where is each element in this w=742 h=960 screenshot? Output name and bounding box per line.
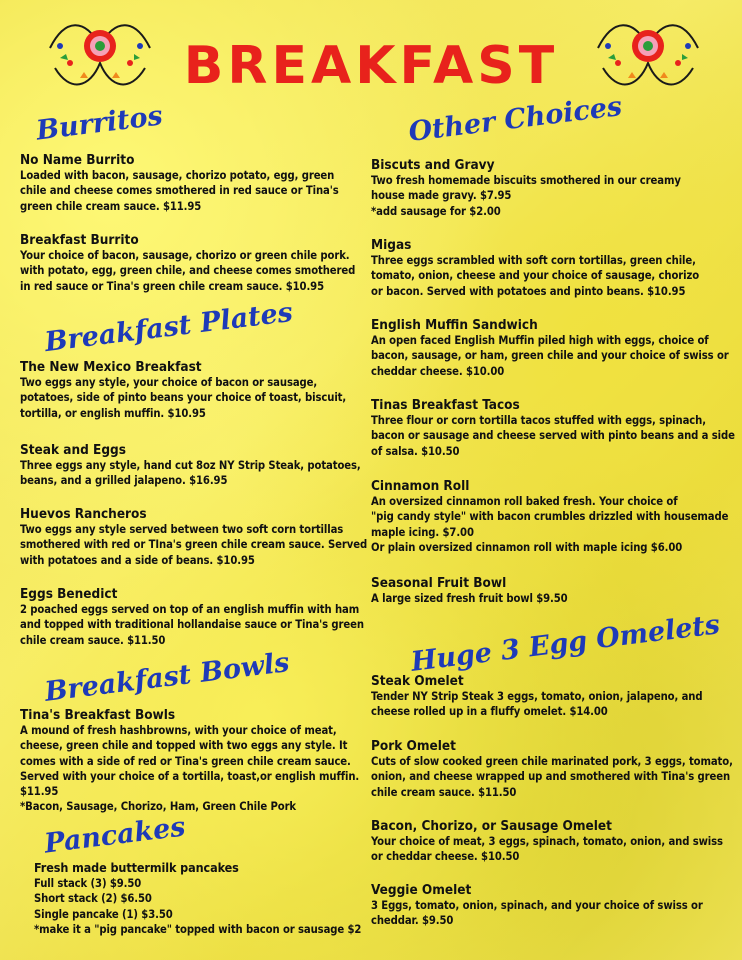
item-name: The New Mexico Breakfast (20, 359, 202, 375)
item-desc-line: chile and cheese comes smothered in red sauce or Tina's (20, 184, 339, 198)
menu-item (371, 157, 681, 219)
item-name: Cinnamon Roll (371, 478, 470, 494)
item-desc-line: Tender NY Strip Steak 3 eggs, tomato, onion, jalapeno, and (371, 690, 703, 703)
item-desc-line: onion, and cheese wrapped up and smothered with Tina's green (371, 770, 731, 784)
menu-item (371, 818, 723, 865)
item-desc-line: cheddar. $9.50 (371, 914, 454, 928)
item-name: Seasonal Fruit Bowl (371, 575, 507, 591)
item-desc-line: Or plain oversized cinnamon roll with maple icing $6.00 (371, 540, 683, 554)
item-name: Steak and Eggs (20, 442, 126, 458)
item-desc-line: beans, and a grilled jalapeno. $16.95 (20, 474, 228, 488)
item-desc-line: Your choice of meat, 3 eggs, spinach, tomato, onion, and swiss (371, 835, 723, 848)
item-desc-line: Three flour or corn tortilla tacos stuffed with eggs, spinach, (371, 414, 706, 427)
item-desc-line: with potatoes and a side of beans. $10.95 (20, 553, 255, 567)
item-desc-line: An open faced English Muffin piled high with eggs, choice of (371, 334, 709, 347)
item-desc-line: and topped with traditional hollandaise sauce or Tina's green (20, 618, 364, 632)
item-desc-line: Loaded with bacon, sausage, chorizo potato, egg, green (20, 169, 335, 182)
menu-item (20, 586, 364, 648)
menu-item (20, 707, 359, 815)
item-desc-line: cheddar cheese. $10.00 (371, 364, 505, 378)
menu-title: BREAKFAST (183, 36, 559, 96)
menu-item (371, 738, 733, 800)
item-desc-line: A mound of fresh hashbrowns, with your choice of meat, (20, 724, 337, 737)
item-desc-line: A large sized fresh fruit bowl $9.50 (371, 592, 568, 605)
item-desc-line: of salsa. $10.50 (371, 444, 460, 458)
item-desc-line: 3 Eggs, tomato, onion, spinach, and your choice of swiss or (371, 899, 703, 912)
item-desc-line: house made gravy. $7.95 (371, 189, 512, 203)
item-name: Fresh made buttermilk pancakes (34, 860, 239, 875)
item-desc-line: Served with your choice of a tortilla, toast,or english muffin. (20, 769, 360, 783)
item-desc-line: An oversized cinnamon roll baked fresh. Your choice of (371, 495, 678, 508)
menu-item (371, 575, 568, 606)
item-desc-line: Two fresh homemade biscuits smothered in our creamy (371, 174, 681, 187)
heading-burritos: Burritos (34, 100, 165, 147)
item-name: Biscuts and Gravy (371, 157, 495, 173)
menu-item (20, 506, 367, 568)
item-desc-line: cheese, green chile and topped with two eggs any style. It (20, 739, 348, 753)
item-desc-line: tortilla, or english muffin. $10.95 (20, 406, 206, 420)
item-desc-line: Three eggs any style, hand cut 8oz NY Strip Steak, potatoes, (20, 459, 361, 472)
item-name: Veggie Omelet (371, 882, 472, 898)
heading-breakfast-plates: Breakfast Plates (43, 296, 295, 359)
item-desc-line: Three eggs scrambled with soft corn tortillas, green chile, (371, 254, 696, 267)
item-name: English Muffin Sandwich (371, 317, 538, 333)
item-name: Steak Omelet (371, 673, 464, 689)
item-name: Pork Omelet (371, 738, 456, 754)
item-name: Migas (371, 237, 412, 253)
heading-breakfast-bowls: Breakfast Bowls (43, 647, 292, 708)
item-name: Tinas Breakfast Tacos (371, 397, 520, 413)
item-desc-line: Your choice of bacon, sausage, chorizo or green chile pork. (20, 249, 350, 262)
item-desc-line: Single pancake (1) $3.50 (34, 907, 173, 921)
item-desc-line: 2 poached eggs served on top of an english muffin with ham (20, 603, 360, 616)
item-desc-line: *Bacon, Sausage, Chorizo, Ham, Green Chile Pork (20, 800, 297, 814)
item-desc-line: bacon or sausage and cheese served with pinto beans and a side (371, 429, 735, 443)
menu-item (34, 860, 361, 937)
item-desc-line: maple icing. $7.00 (371, 525, 474, 539)
item-desc-line: "pig candy style" with bacon crumbles drizzled with housemade (371, 510, 729, 524)
item-desc-line: or cheddar cheese. $10.50 (371, 850, 520, 864)
item-desc-line: Short stack (2) $6.50 (34, 892, 152, 906)
item-name: Breakfast Burrito (20, 232, 139, 248)
item-desc-line: comes with a side of red or Tina's green chile cream sauce. (20, 754, 351, 768)
item-desc-line: chile cream sauce. $11.50 (371, 785, 517, 799)
heading-pancakes: Pancakes (42, 811, 188, 860)
item-name: Bacon, Chorizo, or Sausage Omelet (371, 818, 612, 834)
item-desc-line: with potato, egg, green chile, and cheese comes smothered (20, 264, 356, 278)
heading-omelets: Huge 3 Egg Omelets (409, 609, 722, 678)
item-name: Huevos Rancheros (20, 506, 147, 522)
menu-item (20, 359, 346, 421)
menu-item (20, 232, 355, 294)
heading-other-choices: Other Choices (406, 91, 624, 148)
item-desc-line: smothered with red or TIna's green chile cream sauce. Served (20, 538, 368, 552)
item-desc-line: *make it a "pig pancake" topped with bacon or sausage $2 (34, 922, 362, 936)
item-desc-line: $11.95 (20, 785, 59, 799)
item-desc-line: *add sausage for $2.00 (371, 204, 501, 218)
menu-item (371, 882, 703, 929)
item-desc-line: bacon, sausage, or ham, green chile and your choice of swiss or (371, 349, 729, 363)
item-desc-line: chile cream sauce. $11.50 (20, 633, 166, 647)
item-desc-line: potatoes, side of pinto beans your choice of toast, biscuit, (20, 391, 347, 405)
item-desc-line: in red sauce or Tina's green chile cream sauce. $10.95 (20, 279, 324, 293)
item-name: Eggs Benedict (20, 586, 118, 602)
item-desc-line: Full stack (3) $9.50 (34, 877, 142, 890)
item-desc-line: cheese rolled up in a fluffy omelet. $14.00 (371, 705, 608, 719)
menu-item (20, 152, 339, 214)
item-desc-line: tomato, onion, cheese and your choice of sausage, chorizo (371, 269, 700, 283)
menu-item (371, 397, 735, 459)
menu-item (371, 478, 728, 555)
item-desc-line: Cuts of slow cooked green chile marinated pork, 3 eggs, tomato, (371, 755, 733, 768)
item-desc-line: or bacon. Served with potatoes and pinto beans. $10.95 (371, 284, 686, 298)
item-name: No Name Burrito (20, 152, 135, 168)
menu-item (371, 673, 702, 720)
menu-item (20, 442, 361, 489)
item-desc-line: Two eggs any style served between two soft corn tortillas (20, 523, 344, 536)
item-desc-line: green chile cream sauce. $11.95 (20, 199, 202, 213)
item-name: Tina's Breakfast Bowls (20, 707, 176, 723)
menu-item (371, 237, 699, 299)
item-desc-line: Two eggs any style, your choice of bacon or sausage, (20, 376, 318, 389)
menu-item (371, 317, 729, 379)
